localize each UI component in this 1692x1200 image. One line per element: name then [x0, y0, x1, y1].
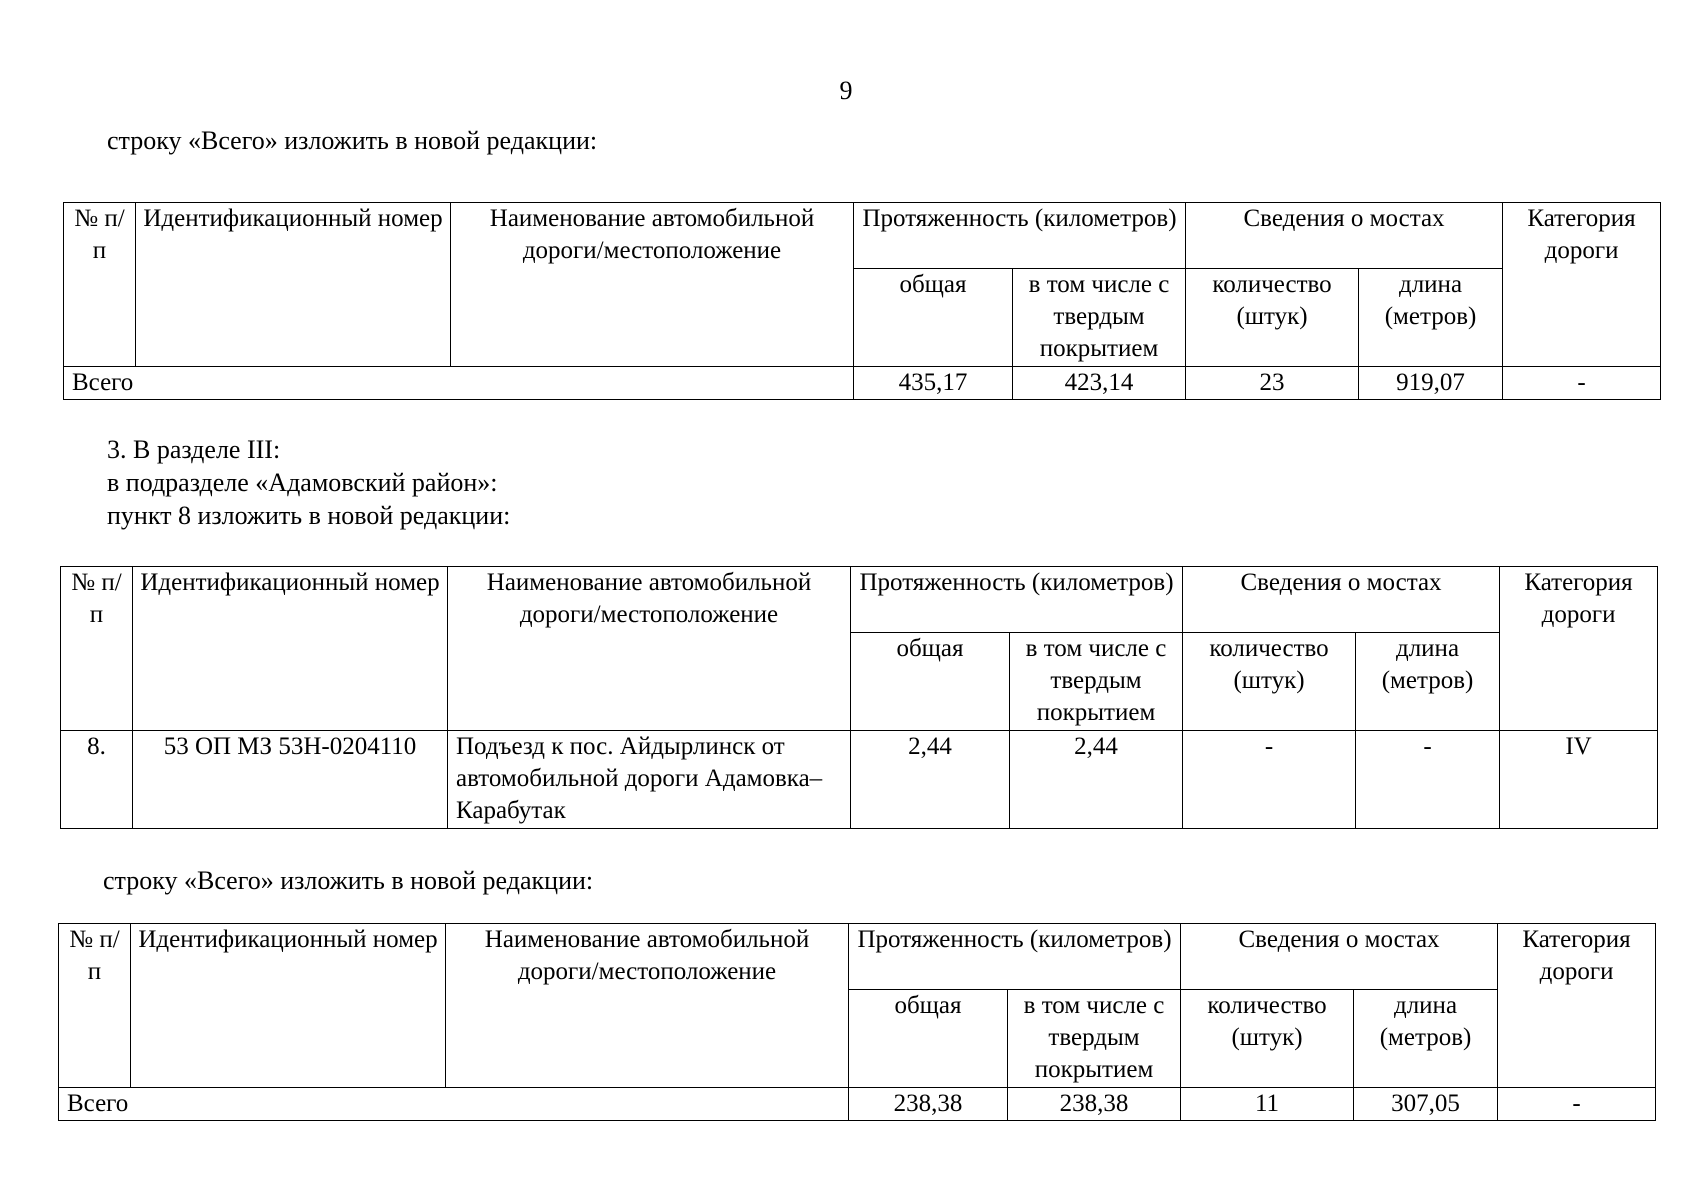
header-bridges: Сведения о мостах	[1181, 924, 1498, 990]
row-category: IV	[1500, 731, 1658, 829]
header-name: Наименование автомобильной дороги/местоположение	[448, 567, 851, 731]
header-bridges-length: длина (метров)	[1354, 990, 1498, 1088]
header-name: Наименование автомобильной дороги/местоположение	[446, 924, 849, 1088]
total-label: Всего	[59, 1088, 849, 1121]
header-bridges: Сведения о мостах	[1186, 203, 1503, 269]
header-category: Категория дороги	[1503, 203, 1661, 367]
header-bridges-count: количество (штук)	[1181, 990, 1354, 1088]
header-length-hard: в том числе с твердым покрытием	[1008, 990, 1181, 1088]
header-category: Категория дороги	[1498, 924, 1656, 1088]
header-length-hard: в том числе с твердым покрытием	[1013, 269, 1186, 367]
row-bridges-count: -	[1183, 731, 1356, 829]
table-totals-3	[58, 923, 1656, 1121]
total-length-total: 435,17	[854, 367, 1013, 400]
header-bridges-length: длина (метров)	[1356, 633, 1500, 731]
row-num: 8.	[61, 731, 133, 829]
total-length-hard: 423,14	[1013, 367, 1186, 400]
total-category: -	[1498, 1088, 1656, 1121]
intro-text-1: строку «Всего» изложить в новой редакции:	[107, 126, 598, 155]
section-line-2: в подразделе «Адамовский район»:	[107, 468, 498, 497]
header-length-hard: в том числе с твердым покрытием	[1010, 633, 1183, 731]
section-line-3: пункт 8 изложить в новой редакции:	[107, 501, 511, 530]
header-length: Протяженность (километров)	[854, 203, 1186, 269]
total-length-total: 238,38	[849, 1088, 1008, 1121]
row-bridges-length: -	[1356, 731, 1500, 829]
table-item-8	[60, 566, 1658, 829]
header-id: Идентификационный номер	[133, 567, 448, 731]
header-length-total: общая	[849, 990, 1008, 1088]
header-length: Протяженность (километров)	[849, 924, 1181, 990]
header-bridges-length: длина (метров)	[1359, 269, 1503, 367]
intro-text-3: строку «Всего» изложить в новой редакции:	[103, 866, 594, 895]
total-length-hard: 238,38	[1008, 1088, 1181, 1121]
header-name: Наименование автомобильной дороги/местоположение	[451, 203, 854, 367]
total-category: -	[1503, 367, 1661, 400]
header-id: Идентификационный номер	[136, 203, 451, 367]
header-num: № п/п	[59, 924, 131, 1088]
header-category: Категория дороги	[1500, 567, 1658, 731]
section-line-1: 3. В разделе III:	[107, 435, 281, 464]
table-totals-1	[63, 202, 1661, 400]
total-bridges-count: 23	[1186, 367, 1359, 400]
total-bridges-length: 307,05	[1354, 1088, 1498, 1121]
header-bridges-count: количество (штук)	[1186, 269, 1359, 367]
total-bridges-length: 919,07	[1359, 367, 1503, 400]
row-road-name: Подъезд к пос. Айдырлинск от автомобильной дороги Адамовка–Карабутак	[448, 731, 851, 829]
header-length-total: общая	[851, 633, 1010, 731]
total-bridges-count: 11	[1181, 1088, 1354, 1121]
header-length: Протяженность (километров)	[851, 567, 1183, 633]
row-length-hard: 2,44	[1010, 731, 1183, 829]
header-bridges: Сведения о мостах	[1183, 567, 1500, 633]
total-label: Всего	[64, 367, 854, 400]
page-number: 9	[839, 76, 853, 105]
row-id: 53 ОП МЗ 53Н-0204110	[133, 731, 448, 829]
header-id: Идентификационный номер	[131, 924, 446, 1088]
header-num: № п/п	[64, 203, 136, 367]
header-num: № п/п	[61, 567, 133, 731]
row-length-total: 2,44	[851, 731, 1010, 829]
header-bridges-count: количество (штук)	[1183, 633, 1356, 731]
header-length-total: общая	[854, 269, 1013, 367]
